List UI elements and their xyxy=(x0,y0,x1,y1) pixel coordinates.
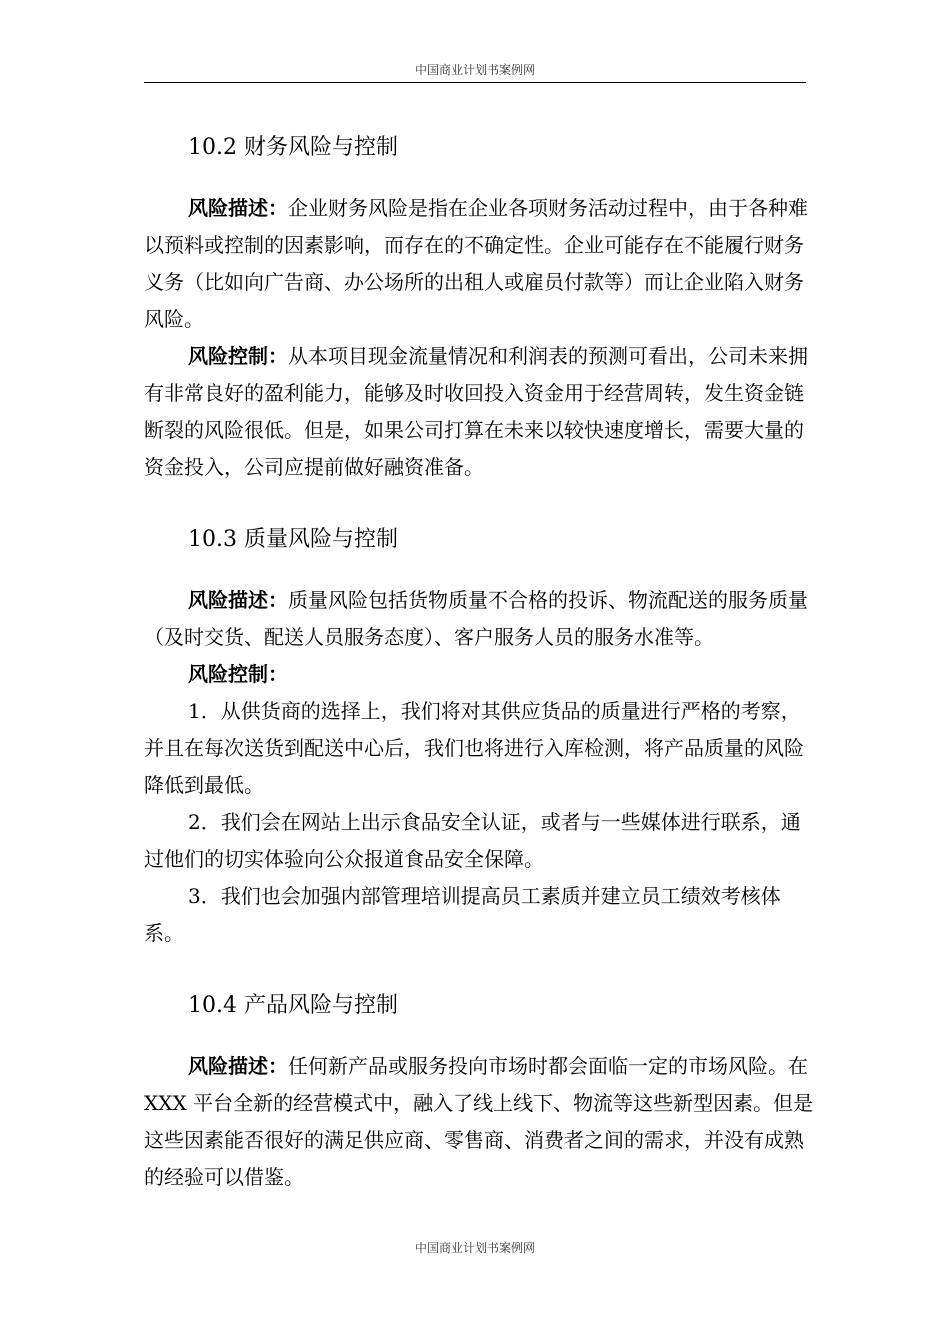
paragraph-text: 2．我们会在网站上出示食品安全认证，或者与一些媒体进行联系，通过他们的切实体验向公众报道食品安全保障。 xyxy=(144,810,801,871)
paragraph-lead: 风险描述： xyxy=(188,588,288,612)
section-heading: 10.3 质量风险与控制 xyxy=(188,527,398,552)
paragraph xyxy=(144,1048,820,1196)
paragraph-lead: 风险控制： xyxy=(188,344,288,368)
numbered-item xyxy=(144,804,820,878)
paragraph-text: 3．我们也会加强内部管理培训提高员工素质并建立员工绩效考核体系。 xyxy=(144,884,781,945)
numbered-item xyxy=(144,693,820,804)
paragraph-lead: 风险描述： xyxy=(188,1054,288,1078)
paragraph xyxy=(144,338,820,486)
document-body xyxy=(144,130,820,1196)
paragraph-text: 任何新产品或服务投向市场时都会面临一定的市场风险。在 XXX 平台全新的经营模式中，融入了线上线下、物流等这些新型因素。但是这些因素能否很好的满足供应商、零售商、消费者之间的需求，并没有成熟的经验可以借鉴。 xyxy=(144,1054,814,1189)
numbered-item xyxy=(144,878,820,952)
paragraph-text: 质量风险包括货物质量不合格的投诉、物流配送的服务质量（及时交货、配送人员服务态度）、客户服务人员的服务水准等。 xyxy=(144,588,808,649)
section-heading: 10.4 产品风险与控制 xyxy=(188,993,398,1018)
paragraph xyxy=(144,190,820,338)
paragraph-text: 企业财务风险是指在企业各项财务活动过程中，由于各种难以预料或控制的因素影响，而存在的不确定性。企业可能存在不能履行财务义务（比如向广告商、办公场所的出租人或雇员付款等）而让企业陷入财务风险。 xyxy=(144,196,808,331)
page-header: 中国商业计划书案例网 xyxy=(414,63,535,77)
paragraph-lead: 风险控制： xyxy=(188,662,288,686)
paragraph-text: 1．从供货商的选择上，我们将对其供应货品的质量进行严格的考察，并且在每次送货到配送中心后，我们也将进行入库检测，将产品质量的风险降低到最低。 xyxy=(144,699,804,797)
section-heading: 10.2 财务风险与控制 xyxy=(188,135,398,160)
paragraph-text: 从本项目现金流量情况和利润表的预测可看出，公司未来拥有非常良好的盈利能力，能够及时收回投入资金用于经营周转，发生资金链断裂的风险很低。但是，如果公司打算在未来以较快速度增长，需要大量的资金投入，公司应提前做好融资准备。 xyxy=(144,344,808,479)
paragraph xyxy=(144,582,820,656)
paragraph-lead: 风险描述： xyxy=(188,196,288,220)
paragraph xyxy=(144,656,820,693)
page-footer: 中国商业计划书案例网 xyxy=(414,1241,535,1255)
header-divider xyxy=(144,82,806,83)
